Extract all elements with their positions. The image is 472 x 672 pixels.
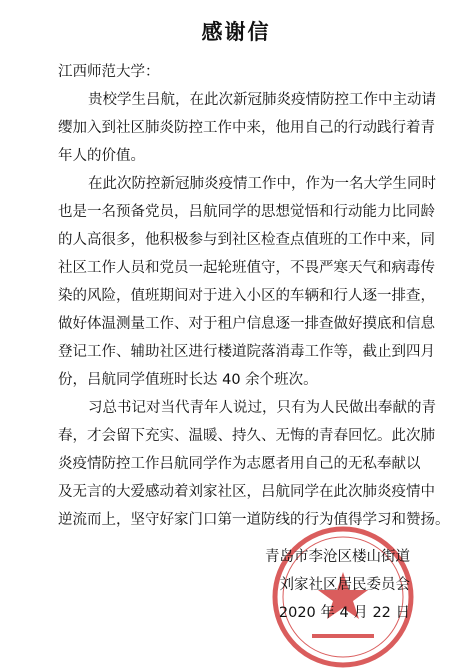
paragraph-line: 春，才会留下充实、温暖、持久、无悔的青春回忆。此次肺 (58, 428, 435, 444)
paragraph-line: 份，吕航同学值班时长达 40 余个班次。 (58, 372, 318, 388)
paragraph-line: 习总书记对当代青年人说过，只有为人民做出奉献的青 (88, 400, 436, 416)
paragraph-line: 染的风险，值班期间对于进入小区的车辆和行人逐一排查， (58, 288, 435, 304)
paragraph-line: 缨加入到社区肺炎防控工作中来，他用自己的行动践行着青 (58, 120, 435, 136)
paragraph-line: 年人的价值。 (58, 148, 145, 164)
paragraph-line: 逆流而上，坚守好家门口第一道防线的行为值得学习和赞扬。 (58, 512, 450, 528)
paragraph-line: 炎疫情防控工作吕航同学作为志愿者用自己的无私奉献以 (58, 456, 421, 472)
paragraph-line: 的人高很多，他积极参与到社区检查点值班的工作中来，同 (58, 232, 435, 248)
signature-org-line1: 青岛市李沧区楼山街道 (265, 549, 410, 565)
paragraph-line: 在此次防控新冠肺炎疫情工作中，作为一名大学生同时 (88, 176, 436, 192)
paragraph-line: 登记工作、辅助社区进行楼道院落消毒工作等，截止到四月 (58, 344, 435, 360)
paragraph-line: 也是一名预备党员，吕航同学的思想觉悟和行动能力比同龄 (58, 204, 435, 220)
official-seal (268, 522, 418, 672)
letter-title: 感谢信 (201, 20, 271, 44)
salutation: 江西师范大学： (58, 64, 160, 80)
signature-org-line2: 刘家社区居民委员会 (279, 577, 410, 593)
signature-date: 2020 年 4 月 22 日 (278, 605, 410, 621)
paragraph-line: 及无言的大爱感动着刘家社区，吕航同学在此次肺炎疫情中 (58, 484, 435, 500)
paragraph-line: 贵校学生吕航，在此次新冠肺炎疫情防控工作中主动请 (88, 92, 436, 108)
paragraph-line: 做好体温测量工作、对于租户信息逐一排查做好摸底和信息 (58, 316, 435, 332)
paragraph-line: 社区工作人员和党员一起轮班值守，不畏严寒天气和病毒传 (58, 260, 435, 276)
